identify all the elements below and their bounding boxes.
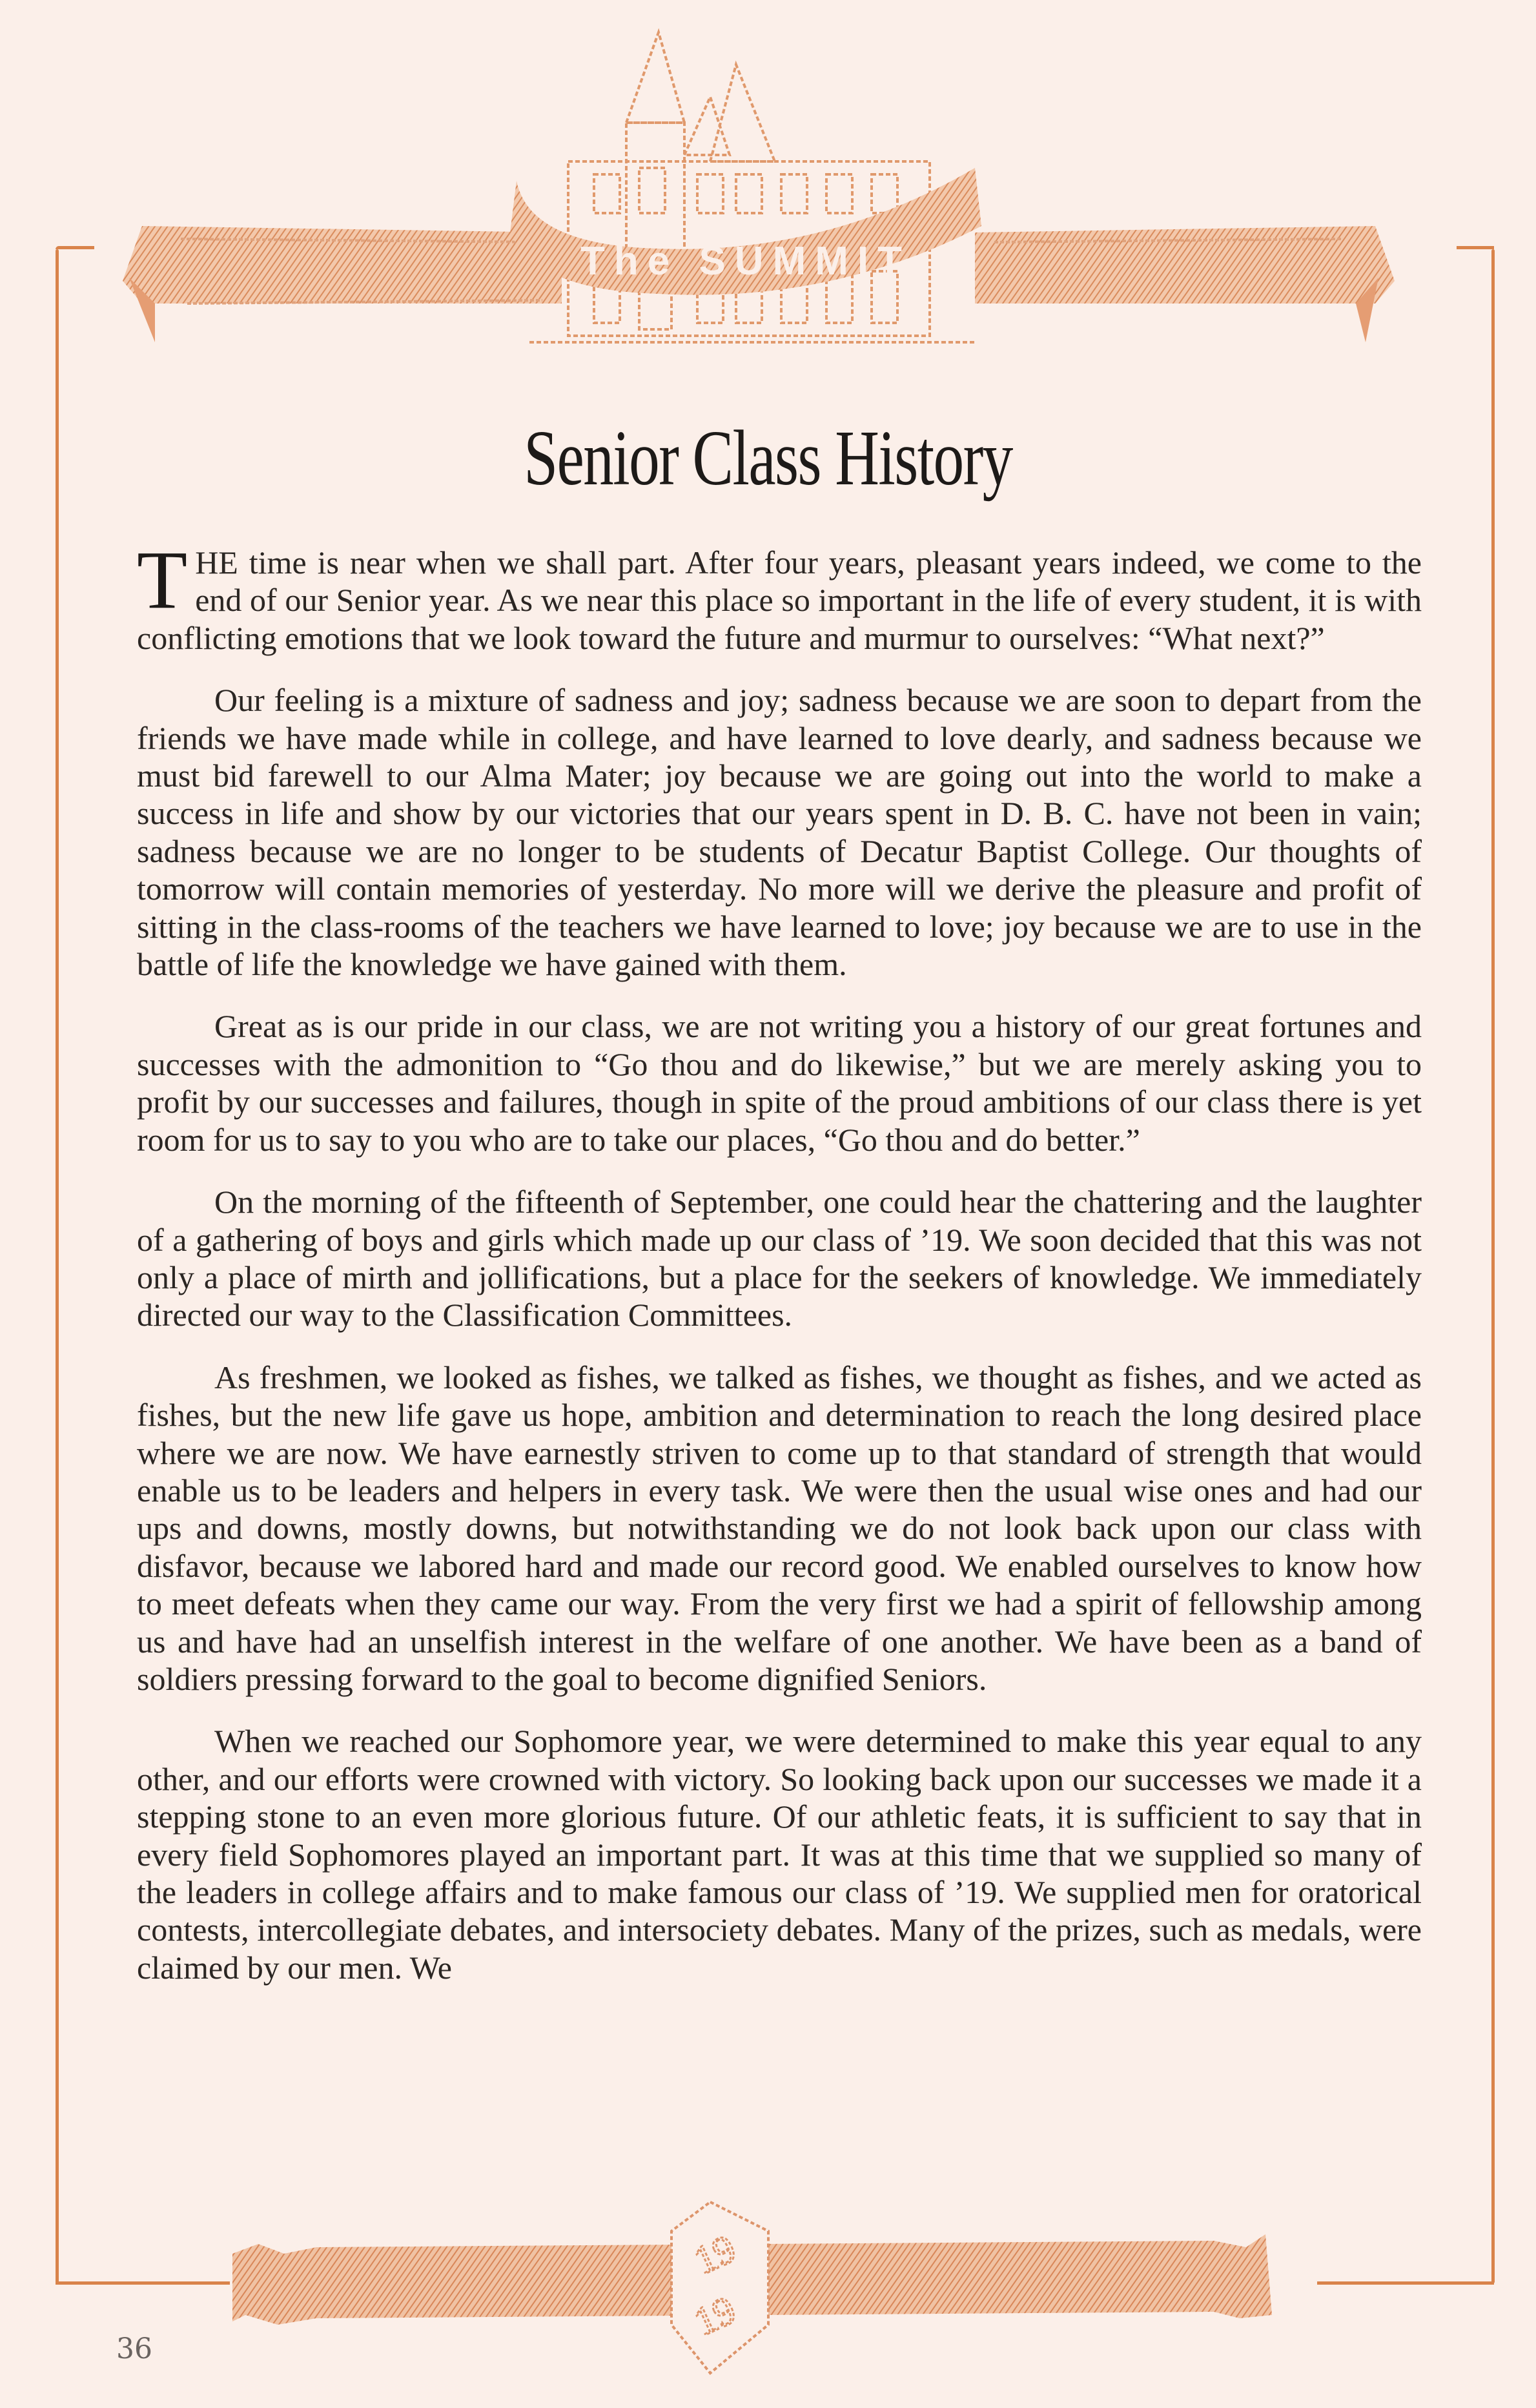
frame-bottom-right-rule [1317, 2281, 1494, 2285]
footer-ornament [232, 2183, 1304, 2389]
paragraph [137, 534, 1422, 657]
banner-band-right [975, 226, 1395, 342]
banner-band-left [123, 226, 562, 342]
frame-top-right-rule [1457, 246, 1494, 249]
paragraph: On the morning of the fifteenth of September, one could hear the chattering and the laughter of a gathering of boys and girls which made up our class of ’19. We soon decided that this was not only a place of mirth and jollifications, but a place for the seekers of knowledge. We immediately directed our way to the Classification Committees. [137, 1184, 1422, 1333]
header-ornament [116, 19, 1420, 355]
summit-ribbon [510, 168, 981, 295]
college-building-icon [529, 32, 975, 342]
paragraph: Great as is our pride in our class, we are not writing you a history of our great fortunes and successes with the admonition to “Go thou and do likewise,” but we are merely asking you to profit by our successes and failures, though in spite of the proud ambitions of our class there is yet room for us to say to you who are to take our places, “Go thou and do better.” [137, 1008, 1422, 1158]
emblem-text-bottom: 19 [688, 2287, 743, 2345]
frame-right-rule [1491, 249, 1495, 2283]
page-title: Senior Class History [524, 415, 1012, 502]
frame-top-left-rule [56, 246, 94, 249]
paragraph-text: HE time is near when we shall part. After four years, pleasant years indeed, we come to the end of our Senior year. As we near this place so important in the life of every student, it is with conflicting emotions that we look toward the future and murmur to ourselves: “What next?” [137, 544, 1422, 656]
drop-cap: T [137, 534, 188, 626]
emblem-text-top: 19 [688, 2226, 743, 2283]
article-body [137, 534, 1422, 2011]
paragraph: When we reached our Sophomore year, we were determined to make this year equal to any other, and our efforts were crowned with victory. So looking back upon our successes we made it a stepping stone to an even more glorious future. Of our athletic feats, it is sufficient to say that in every field Sophomores played an important part. It was at this time that we supplied so many of the leaders in college affairs and to make famous our class of ’19. We supplied men for oratorical contests, intercollegiate debates, and intersociety debates. Many of the prizes, such as medals, were claimed by our men. We [137, 1723, 1422, 1986]
page-number: 36 [116, 2332, 152, 2365]
frame-left-rule [56, 249, 59, 2283]
paragraph: As freshmen, we looked as fishes, we talked as fishes, we thought as fishes, and we acted as fishes, but the new life gave us hope, ambition and determination to reach the long desired place where we are now. We have earnestly striven to come up to that standard of strength that would enable us to be leaders and helpers in every task. We were then the usual wise ones and had our ups and downs, mostly downs, but notwithstanding we do not look back upon our class with disfavor, because we labored hard and made our record good. We enabled ourselves to know how to meet defeats when they came our way. From the very first we had a spirit of fellowship among us and have had an unselfish interest in the welfare of one another. We have been as a band of soldiers pressing forward to the goal to become dignified Seniors. [137, 1359, 1422, 1697]
summit-ribbon-text: The SUMMIT [580, 239, 911, 283]
frame-bottom-left-rule [56, 2281, 230, 2285]
year-emblem-icon [671, 2202, 768, 2373]
paragraph: Our feeling is a mixture of sadness and joy; sadness because we are soon to depart from the friends we have made while in college, and have learned to love dearly, and sadness because we must bid farewell to our Alma Mater; joy because we are going out into the world to make a success in life and show by our victories that our years spent in D. B. C. have not been in vain; sadness because we are no longer to be students of Decatur Baptist College. Our thoughts of tomorrow will contain memories of yesterday. No more will we derive the pleasure and profit of sitting in the class-rooms of the teachers we have learned to love; joy because we are to use in the battle of life the knowledge we have gained with them. [137, 682, 1422, 983]
